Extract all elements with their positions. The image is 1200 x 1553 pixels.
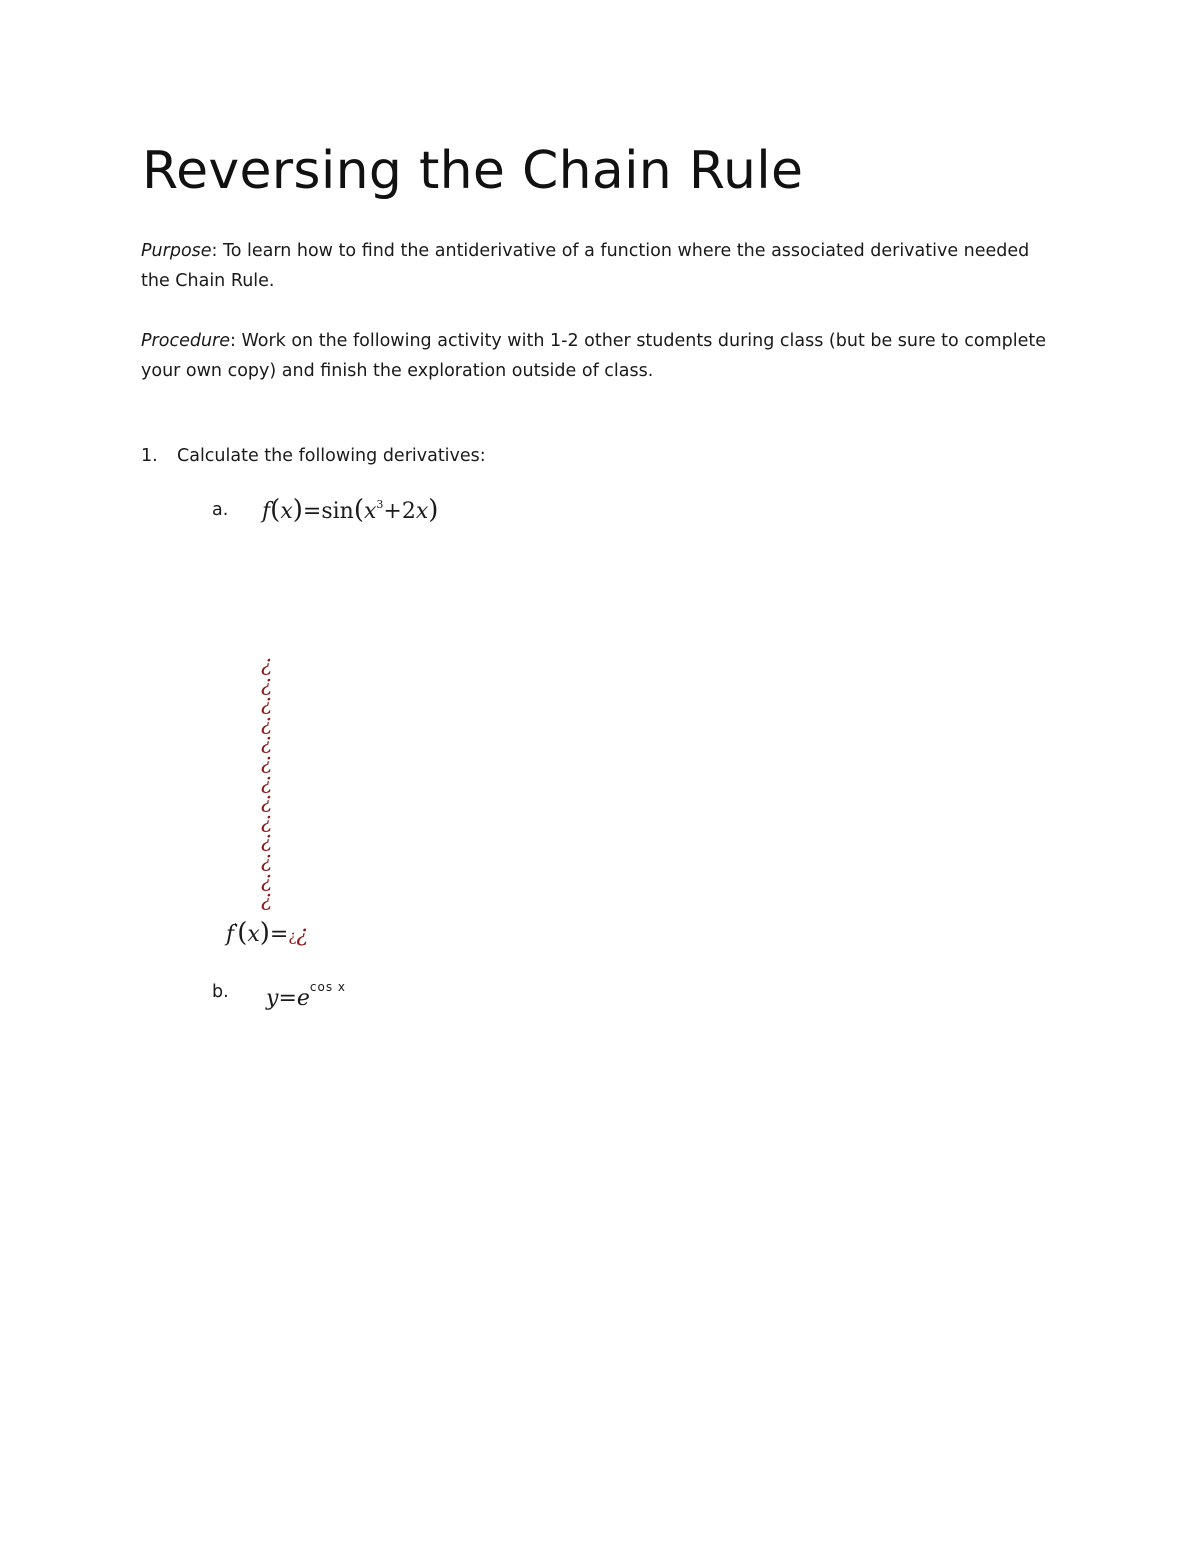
eq-y: y [266,986,279,1011]
eq-e: e [296,986,310,1011]
part-a-equation: $f(x)=\sin(x^3+2x)$ [262,495,439,525]
eq-plus: +2 [383,499,416,524]
part-a-label: a. [212,500,229,520]
eq-b-exponent: cos x [309,980,347,994]
page-title: Reversing the Chain Rule [142,141,804,201]
eq-exponent: 3 [376,498,384,511]
purpose-label: Purpose [141,241,212,261]
broken-glyph: ¿ [261,887,273,912]
procedure-text: : Work on the following activity with 1-2 other students during class (but be sure to complete your own copy) and finish the exploration outside of class. [141,331,1047,381]
eq-x3: x [363,499,377,524]
broken-glyph: ¿ [261,749,273,774]
broken-glyph: ¿ [261,769,273,794]
broken-glyph: ¿ [261,710,273,735]
broken-glyph-column [261,652,281,912]
answer-a-equation: f'(x)=¿¿ [226,918,309,948]
ans-prime: ' [234,921,238,934]
broken-glyph: ¿ [261,652,273,676]
question-number: 1. [141,446,158,466]
eq-x2: x [415,499,429,524]
question-text: Calculate the following derivatives: [177,446,486,466]
part-b-label: b. [212,982,229,1002]
ans-glyph-small: ¿ [288,927,297,945]
broken-glyph: ¿ [261,691,273,716]
ans-f: f [226,922,235,947]
eq-x: x [280,499,293,524]
ans-glyph: ¿ [296,922,309,947]
broken-glyph: ¿ [261,828,273,853]
ans-eq: = [269,922,289,947]
broken-glyph: ¿ [261,671,273,696]
eq-sin: =sin [302,499,354,524]
ans-x: x [247,922,260,947]
purpose-paragraph [141,236,1061,296]
broken-glyph: ¿ [261,847,273,872]
broken-glyph: ¿ [261,808,273,833]
eq-equals: = [278,986,297,1011]
part-b-equation [266,980,346,1011]
eq-f: f [262,499,271,524]
question-1 [141,441,486,471]
procedure-label: Procedure [141,331,231,351]
procedure-paragraph [141,326,1061,386]
purpose-text: : To learn how to find the antiderivative of a function where the associated derivative needed the Chain Rule. [141,241,1030,291]
broken-glyph: ¿ [261,789,273,814]
broken-glyph: ¿ [261,730,273,755]
broken-glyph: ¿ [261,867,273,892]
